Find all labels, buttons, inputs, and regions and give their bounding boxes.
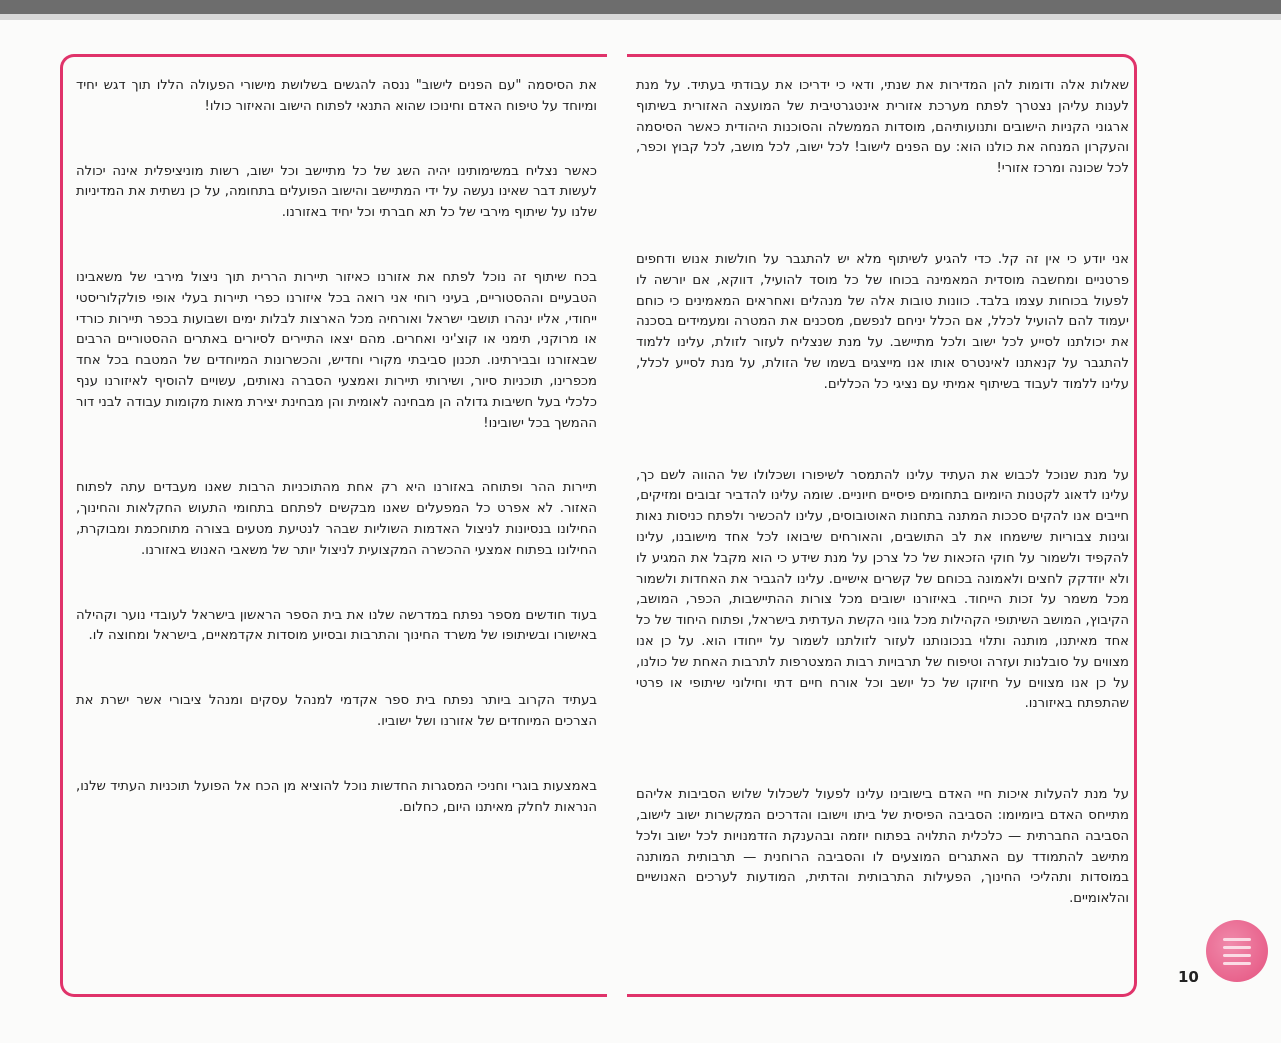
page-top-shadow [0,14,1281,20]
paragraph: בכח שיתוף זה נוכל לפתח את אזורנו כאיזור תיירות הררית תוך ניצול מירבי של משאבינו הטבעיים וההסטוריים, בעיני רוחי אני רואה בכל איזורנו כפרי תיירות בעלי אופי פולקלוריסטי ייחודי, אליו ינהרו תושבי ישראל ואורחיה מכל הארצות לבלות ימים ושבועות בכפר תיירות כורדי או מרוקני, תימני או קוצ'יני ואחרים. מהם יצאו התיירים לסיורים באתרים ההסטוריים הרבים שבאזורנו ובבירתינו. תכנון סביבתי מקורי וחדיש, והכשרונות המיוחדים של המטבח בכל אחד מכפרינו, תוכניות סיור, ושירותי תיירות ואמצעי הסברה נאותים, עשויים להוסיף לאיזורנו ענף כלכלי בעל חשיבות גדולה הן מבחינה לאומית והן מבחינת יצירת מאות מקומות עבודה לבני דור ההמשך בכל ישובינו! [76,269,597,431]
paragraph: על מנת להעלות איכות חיי האדם בישובינו עלינו לפעול לשכלול שלוש הסביבות אליהם מתייחס האדם ביומיומו: הסביבה הפיסית של ביתו וישובו והדרכים המקשרות ישוב לישוב, הסביבה החברתית — כלכלית התלויה בפתוח יוזמה ובהענקת הזדמנויות לכל ישוב ולכל מתישב להתמודד עם האתגרים המוצעים לו והסביבה הרוחנית — תרבותית המותנה במוסדות ותהליכי החינוך, הפעילות התרבותית והדתית, המודעות לערכים האנושיים והלאומיים. [636,787,1129,907]
paragraph: שאלות אלה ודומות להן המדירות את שנתי, ודאי כי ידריכו את עבודתי בעתיד. על מנת לענות עליהן נצטרך לפתח מערכת אזורית אינטגרטיבית של המועצה האזורית בשיתוף ארגוני הקניות הישובים ותנועותיהם, מוסדות הממשלה והסוכנות היהודית כאשר הסיסמה והעקרון המנחה את כולנו הוא: עם הפנים לישוב! לכל ישוב, לכל מושב, לכל קבוץ וכפר, לכל שכונה ומרכז אזורי! [636,78,1129,177]
paragraph: בעוד חודשים מספר נפתח במדרשה שלנו את בית הספר הראשון בישראל לעובדי נוער וקהילה באישורו ובשיתופו של משרד החינוך והתרבות ובסיוע מוסדות אקדמאיים, בישראל ומחוצה לו. [76,607,597,644]
paragraph: על מנת שנוכל לכבוש את העתיד עלינו להתמסר לשיפורו ושכלולו של ההווה לשם כך, עלינו לדאוג לקטנות היומיום בתחומים פיסיים חיוניים. שומה עלינו להדביר זבובים ומזיקים, חייבים אנו להקים סככות המתנה בתחנות האוטובוסים, עלינו להכשיר ולפתח כניסות נאות וגינות צבוריות שישמחו את לב התושבים, והאורחים שיבואו לכל אחד מישובנו, עלינו להקפיד ולשמור על חוקי הזכאות של כל צרכן על מנת שידע כי הוא מקבל את המגיע לו ולא יוזדקק לחצים ולאמונה בכוחם של קשרים אישיים. עלינו להגביר את האחדות ולשמור מכל משמר על זכות הייחוד. באיזורנו ישובים מכל צורות ההתיישבות, הכפר, המושב, הקיבוץ, המושב השיתופי הקהילות מכל גווני הקשת העדתית בישראל, ופתוח היחוד של כל אחד מאיתנו, מותנה ותלוי בנכונותנו לעזור לזולתנו לשמור על ייחודו הוא. על כן אנו מצווים על סובלנות ועזרה וטיפוח של תרבויות רבות המצטרפות לתרבות האחת של כולנו, על כן אנו מצווים על חיזוקו של כל יושב וכל אורח חיים דתי וחילוני שיתופי או פרטי שהתפתח באיזורנו. [636,467,1129,712]
paragraph: כאשר נצליח במשימותינו יהיה השג של כל מתיישב וכל ישוב, רשות מוניציפלית אינה יכולה לעשות דבר שאינו נעשה על ידי המתיישב והישוב הפועלים בתחומה, על כן נשתית את המדיניות שלנו על שיתוף מירבי של כל תא חברתי וכל יחיד באזורנו. [76,163,597,221]
paragraph: את הסיסמה "עם הפנים לישוב" ננסה להגשים בשלושת מישורי הפעולה הללו תוך דגש יחיד ומיוחד על טיפוח האדם וחינוכו שהוא התנאי לפתוח הישוב והאיזור כולו! [76,78,597,114]
page-number: 10 [1178,968,1199,986]
paragraph: בעתיד הקרוב ביותר נפתח בית ספר אקדמי למנהל עסקים ומנהל ציבורי אשר ישרת את הצרכים המיוחדים של אזורנו ושל ישוביו. [76,693,597,729]
page-top-edge [0,0,1281,14]
paragraph: אני יודע כי אין זה קל. כדי להגיע לשיתוף מלא יש להתגבר על חולשות אנוש ודחפים פרטניים ומחשבה מוסדית המאמינה בכוחו של כל מוסד להועיל, דווקא, אם יורשה לו לפעול בכוחות עצמו בלבד. כוונות טובות אלה של מנהלים ואחראים המאמינים כי כוחם יעמוד להם להועיל לכלל, אם הכלל יניחם לנפשם, מסכנים את המטרה ומעמידים בסכנה את יכולתנו לסייע לכל ישוב ולכל מתיישב. על מנת שנצליח לעזור לזולת, עלינו ללמוד להתגבר על קנאתנו לאינטרס אותו אנו מייצגים בשמו של הזולת, על מנת לסייע לכלל, עלינו ללמוד לעבוד בשיתוף אמיתי עם נציגי כל הכללים. [636,251,1129,392]
right-text-column [636,76,1129,910]
left-text-column [76,76,597,818]
paragraph: תיירות ההר ופתוחה באזורנו היא רק אחת מהתוכניות הרבות שאנו מעבדים עתה לפתוח האזור. לא אפרט כל המפעלים שאנו מבקשים לפתחם בתחומי התעוש החקלאות והחינוך, החילונו בנסיונות לניצול האדמות השוליות שבהר לנטיעת מטעים בצורה מתוחכמת ומבוקרת, החילונו בפתוח אמצעי ההכשרה המקצועית לניצול יותר של משאבי האנוש באזורנו. [76,480,597,558]
organization-logo-icon [1206,920,1268,982]
paragraph: באמצעות בוגרי וחניכי המסגרות החדשות נוכל להוציא מן הכח אל הפועל תוכניות העתיד שלנו, הנראות לחלק מאיתנו היום, כחלום. [76,778,597,815]
